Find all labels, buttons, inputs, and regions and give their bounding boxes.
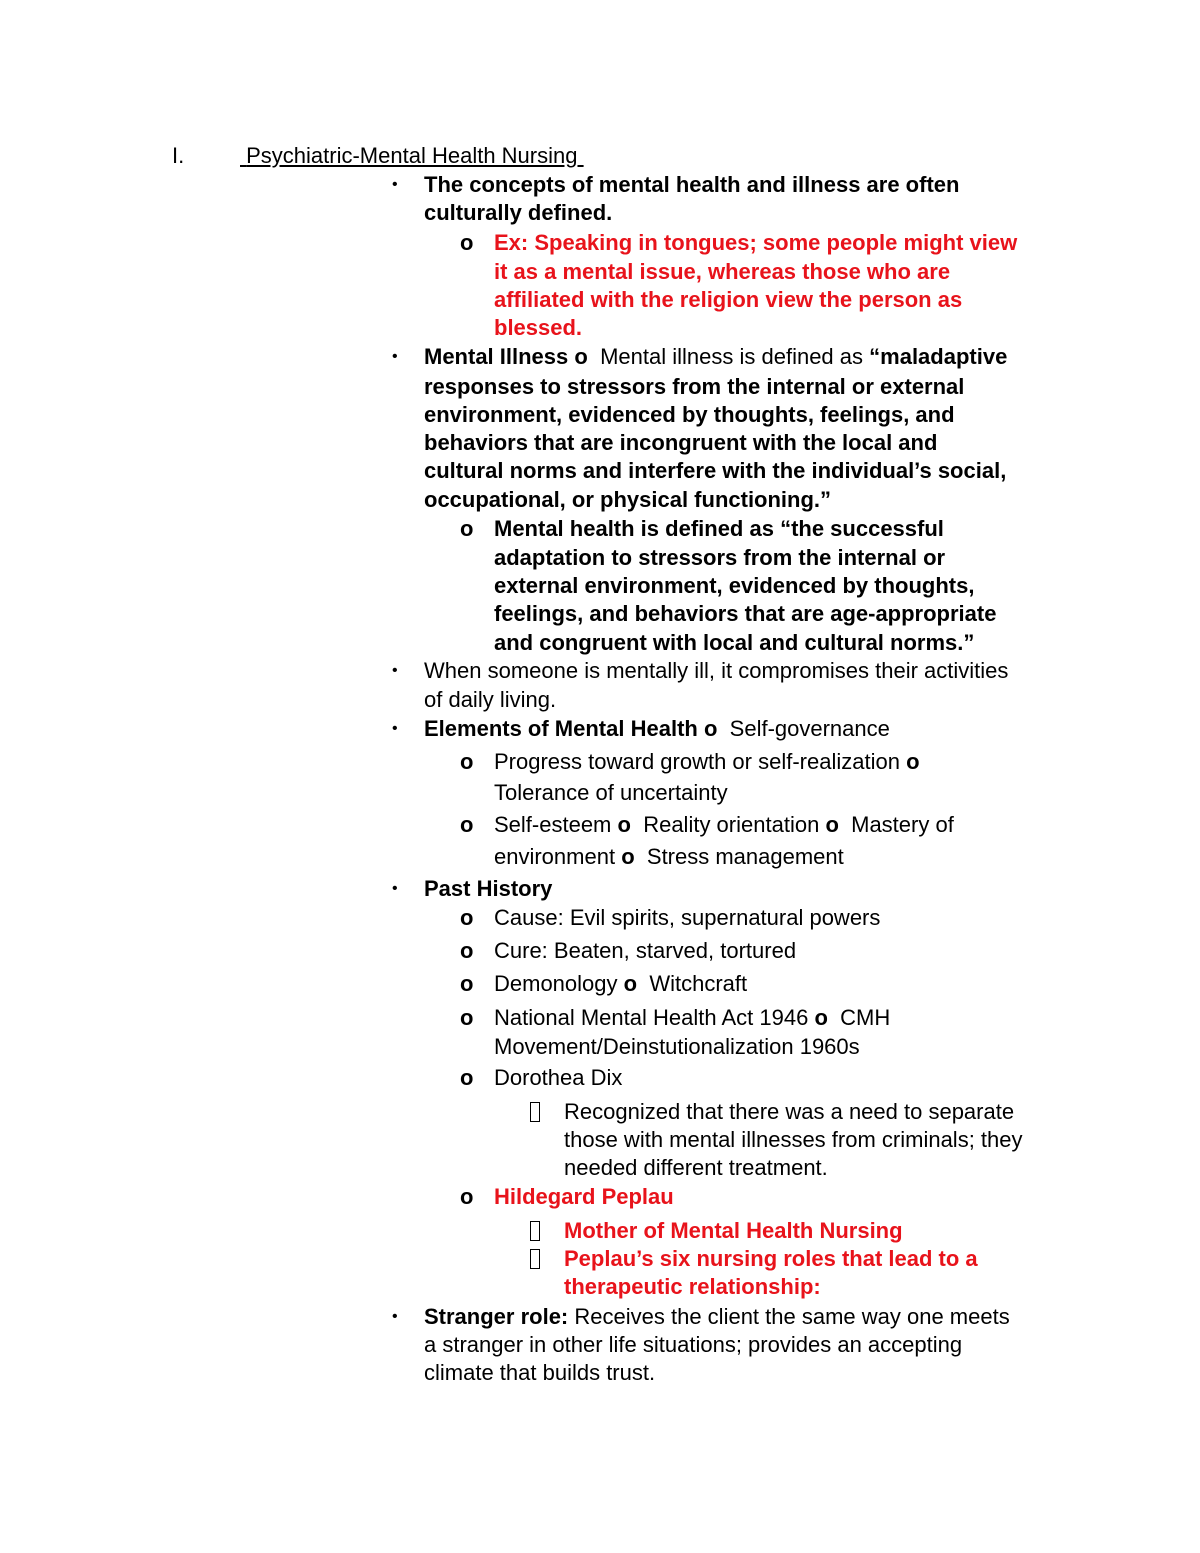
past-history-item: Cure: Beaten, starved, tortured bbox=[494, 938, 797, 963]
mental-illness-line: behaviors that are incongruent with the local and bbox=[424, 430, 938, 455]
past-history-line bbox=[494, 970, 747, 998]
past-history-item: National Mental Health Act 1946 bbox=[494, 1005, 809, 1030]
mental-health-line: external environment, evidenced by thoughts, bbox=[494, 573, 975, 598]
element-item: Stress management bbox=[646, 844, 844, 869]
mental-health-line: and congruent with local and cultural norms.” bbox=[494, 630, 975, 655]
bullet-marker: • bbox=[392, 176, 398, 193]
concepts-line: culturally defined. bbox=[424, 200, 613, 225]
sub-bullet-marker: o bbox=[617, 812, 631, 837]
bullet-marker: • bbox=[392, 348, 398, 365]
sub-bullet-marker: o bbox=[460, 812, 474, 837]
concepts-line: The concepts of mental health and illness are often bbox=[424, 172, 960, 197]
example-line: blessed. bbox=[494, 315, 583, 340]
sub-bullet-marker: o bbox=[460, 749, 474, 774]
missing-glyph-box-icon bbox=[530, 1102, 540, 1122]
hildegard-peplau: Hildegard Peplau bbox=[494, 1184, 674, 1209]
daily-living-line: of daily living. bbox=[424, 687, 557, 712]
past-history-item: Movement/Deinstutionalization 1960s bbox=[494, 1034, 860, 1059]
sub-bullet-marker: o bbox=[460, 971, 474, 996]
stranger-role-line: a stranger in other life situations; provides an accepting bbox=[424, 1332, 963, 1357]
daily-living-line: When someone is mentally ill, it compromises their activities bbox=[424, 658, 1009, 683]
sub-bullet-marker: o bbox=[460, 1184, 474, 1209]
element-item: Progress toward growth or self-realization bbox=[494, 749, 900, 774]
mental-illness-line: occupational, or physical functioning.” bbox=[424, 487, 832, 512]
bullet-marker: • bbox=[392, 1308, 398, 1325]
sub-bullet-marker: o bbox=[814, 1005, 828, 1030]
mental-health-line: Mental health is defined as “the successful bbox=[494, 516, 944, 541]
sub-bullet-marker: o bbox=[621, 844, 635, 869]
elements-line bbox=[424, 715, 890, 743]
peplau-line: Peplau’s six nursing roles that lead to a bbox=[564, 1246, 978, 1271]
sub-bullet-marker: o bbox=[574, 344, 588, 369]
dorothea-dix: Dorothea Dix bbox=[494, 1065, 623, 1090]
past-history-item: Witchcraft bbox=[649, 971, 748, 996]
past-history-label: Past History bbox=[424, 876, 553, 901]
example-line: it as a mental issue, whereas those who are bbox=[494, 259, 951, 284]
element-item: Tolerance of uncertainty bbox=[494, 780, 728, 805]
sub-bullet-marker: o bbox=[460, 230, 474, 255]
past-history-item: CMH bbox=[840, 1005, 891, 1030]
mental-illness-line: responses to stressors from the internal or external bbox=[424, 374, 965, 399]
mental-health-line: adaptation to stressors from the internal or bbox=[494, 545, 946, 570]
mental-illness-intro: Mental illness is defined as bbox=[600, 344, 864, 369]
dix-line: needed different treatment. bbox=[564, 1155, 828, 1180]
example-line: affiliated with the religion view the person as bbox=[494, 287, 963, 312]
section-title bbox=[240, 142, 584, 170]
mental-illness-line: environment, evidenced by thoughts, feelings, and bbox=[424, 402, 955, 427]
past-history-line bbox=[494, 1004, 890, 1032]
elements-line bbox=[494, 811, 954, 839]
sub-bullet-marker: o bbox=[825, 812, 839, 837]
section-numeral: I. bbox=[172, 143, 185, 168]
peplau-line: therapeutic relationship: bbox=[564, 1274, 821, 1299]
bullet-marker: • bbox=[392, 880, 398, 897]
bullet-marker: • bbox=[392, 662, 398, 679]
missing-glyph-box-icon bbox=[530, 1249, 540, 1269]
element-item: Self-esteem bbox=[494, 812, 612, 837]
element-item: Mastery of bbox=[851, 812, 954, 837]
mental-illness-label: Mental Illness bbox=[424, 344, 569, 369]
elements-label: Elements of Mental Health bbox=[424, 716, 698, 741]
elements-line bbox=[494, 843, 844, 871]
peplau-line: Mother of Mental Health Nursing bbox=[564, 1218, 903, 1243]
section-title-text: Psychiatric-Mental Health Nursing bbox=[246, 143, 578, 168]
sub-bullet-marker: o bbox=[460, 1005, 474, 1030]
sub-bullet-marker: o bbox=[906, 749, 920, 774]
mental-illness-line: cultural norms and interfere with the individual’s social, bbox=[424, 458, 1007, 483]
stranger-role-line: climate that builds trust. bbox=[424, 1360, 656, 1385]
stranger-role-label: Stranger role: bbox=[424, 1304, 569, 1329]
sub-bullet-marker: o bbox=[460, 938, 474, 963]
dix-line: those with mental illnesses from criminals; they bbox=[564, 1127, 1023, 1152]
sub-bullet-marker: o bbox=[460, 516, 474, 541]
example-line: Ex: Speaking in tongues; some people might view bbox=[494, 230, 1018, 255]
sub-bullet-marker: o bbox=[703, 716, 718, 741]
sub-bullet-marker: o bbox=[460, 905, 474, 930]
stranger-role-line bbox=[424, 1303, 1010, 1331]
element-item: Reality orientation bbox=[643, 812, 820, 837]
sub-bullet-marker: o bbox=[460, 1065, 474, 1090]
missing-glyph-box-icon bbox=[530, 1221, 540, 1241]
mental-illness-quote-start: “maladaptive bbox=[869, 344, 1008, 369]
past-history-item: Demonology bbox=[494, 971, 618, 996]
elements-line bbox=[494, 748, 920, 776]
bullet-marker: • bbox=[392, 720, 398, 737]
mental-health-line: feelings, and behaviors that are age-appropriate bbox=[494, 601, 997, 626]
sub-bullet-marker: o bbox=[623, 971, 638, 996]
dix-line: Recognized that there was a need to separate bbox=[564, 1099, 1015, 1124]
stranger-role-text: Receives the client the same way one meets bbox=[574, 1304, 1010, 1329]
element-item: environment bbox=[494, 844, 616, 869]
mental-illness-line bbox=[424, 343, 1007, 371]
element-item: Self-governance bbox=[729, 716, 890, 741]
past-history-item: Cause: Evil spirits, supernatural powers bbox=[494, 905, 881, 930]
